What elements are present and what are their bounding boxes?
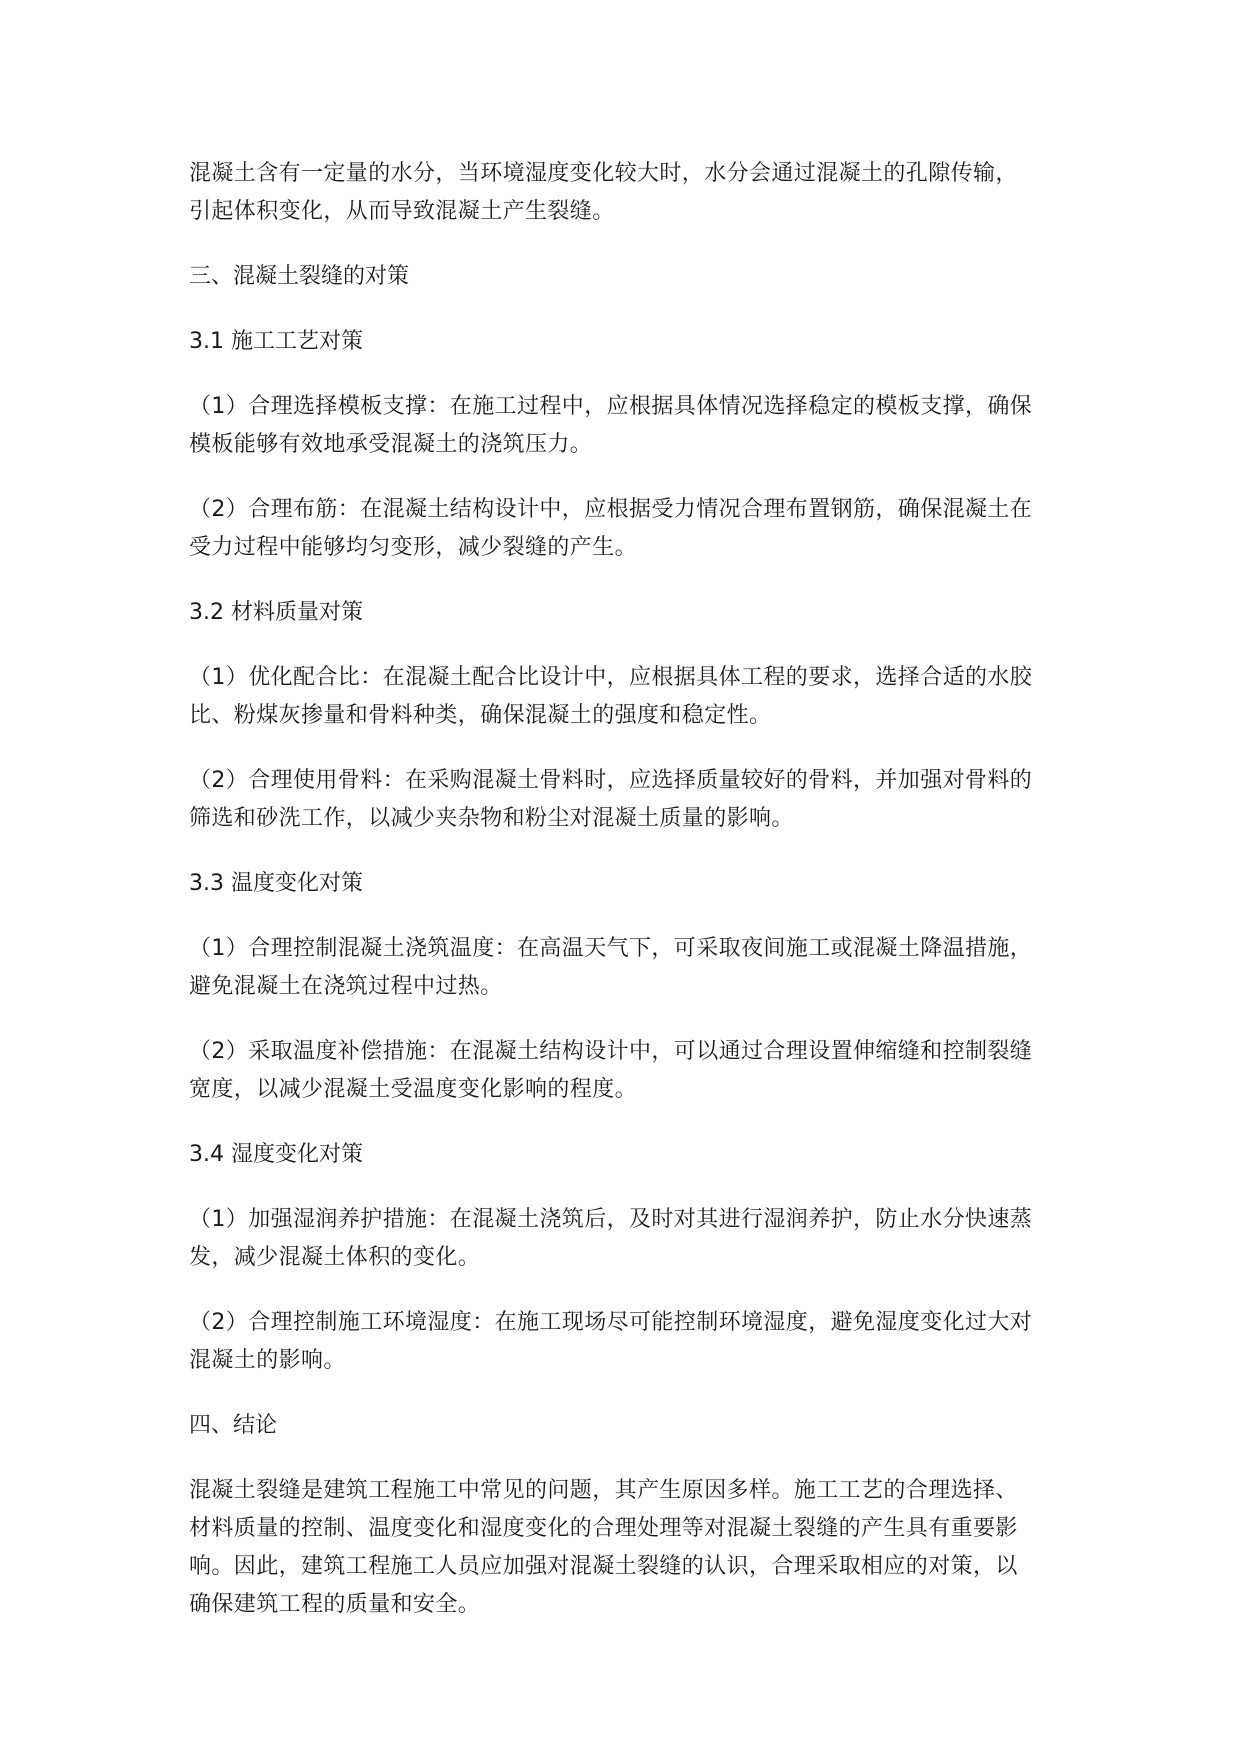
para-3-3-2 [189,1033,1059,1109]
text-line: 混凝土含有一定量的水分，当环境湿度变化较大时，水分会通过混凝土的孔隙传输， [189,161,1018,186]
text-line: 避免混凝土在浇筑过程中过热。 [189,974,503,999]
text-line: 宽度，以减少混凝土受温度变化影响的程度。 [189,1077,638,1102]
text-line: 混凝土的影响。 [189,1348,346,1373]
text-line: 确保建筑工程的质量和安全。 [189,1592,481,1617]
text-line: （2）采取温度补偿措施：在混凝土结构设计中，可以通过合理设置伸缩缝和控制裂缝 [189,1039,1033,1064]
text-line: （2）合理控制施工环境湿度：在施工现场尽可能控制环境湿度，避免湿度变化过大对 [189,1310,1033,1335]
text-line: 筛选和砂洗工作，以减少夹杂物和粉尘对混凝土质量的影响。 [189,806,794,831]
text-line: 材料质量的控制、温度变化和湿度变化的合理处理等对混凝土裂缝的产生具有重要影 [189,1516,1018,1541]
text-line: 引起体积变化，从而导致混凝土产生裂缝。 [189,199,615,224]
text-line: （1）优化配合比：在混凝土配合比设计中，应根据具体工程的要求，选择合适的水胶 [189,665,1033,690]
para-3-1-1 [189,388,1059,464]
para-3-2-1 [189,659,1059,735]
text-line: 混凝土裂缝是建筑工程施工中常见的问题，其产生原因多样。施工工艺的合理选择、 [189,1478,1018,1503]
document-page [189,155,1059,1651]
para-3-1-2 [189,491,1059,567]
text-line: （2）合理使用骨料：在采购混凝土骨料时，应选择质量较好的骨料，并加强对骨料的 [189,768,1033,793]
para-3-2-2 [189,762,1059,838]
text-line: 发，减少混凝土体积的变化。 [189,1245,481,1270]
text-line: 响。因此，建筑工程施工人员应加强对混凝土裂缝的认识，合理采取相应的对策，以 [189,1554,1018,1579]
text-line: 模板能够有效地承受混凝土的浇筑压力。 [189,432,593,457]
heading-section-4: 四、结论 [189,1413,278,1438]
heading-3-1: 3.1 施工工艺对策 [189,329,363,354]
text-line: （1）加强湿润养护措施：在混凝土浇筑后，及时对其进行湿润养护，防止水分快速蒸 [189,1207,1033,1232]
text-line: 受力过程中能够均匀变形，减少裂缝的产生。 [189,535,638,560]
heading-3-4: 3.4 湿度变化对策 [189,1142,363,1167]
text-line: 比、粉煤灰掺量和骨料种类，确保混凝土的强度和稳定性。 [189,703,772,728]
heading-3-2: 3.2 材料质量对策 [189,600,363,625]
text-line: （2）合理布筋：在混凝土结构设计中，应根据受力情况合理布置钢筋，确保混凝土在 [189,497,1033,522]
para-conclusion [189,1472,1059,1624]
text-line: （1）合理选择模板支撑：在施工过程中，应根据具体情况选择稳定的模板支撑，确保 [189,394,1033,419]
para-3-4-2 [189,1304,1059,1380]
heading-3-3: 3.3 温度变化对策 [189,871,363,896]
heading-section-3: 三、混凝土裂缝的对策 [189,264,410,289]
para-humidity-cause [189,155,1059,231]
para-3-3-1 [189,930,1059,1006]
text-line: （1）合理控制混凝土浇筑温度：在高温天气下，可采取夜间施工或混凝土降温措施， [189,936,1033,961]
para-3-4-1 [189,1201,1059,1277]
